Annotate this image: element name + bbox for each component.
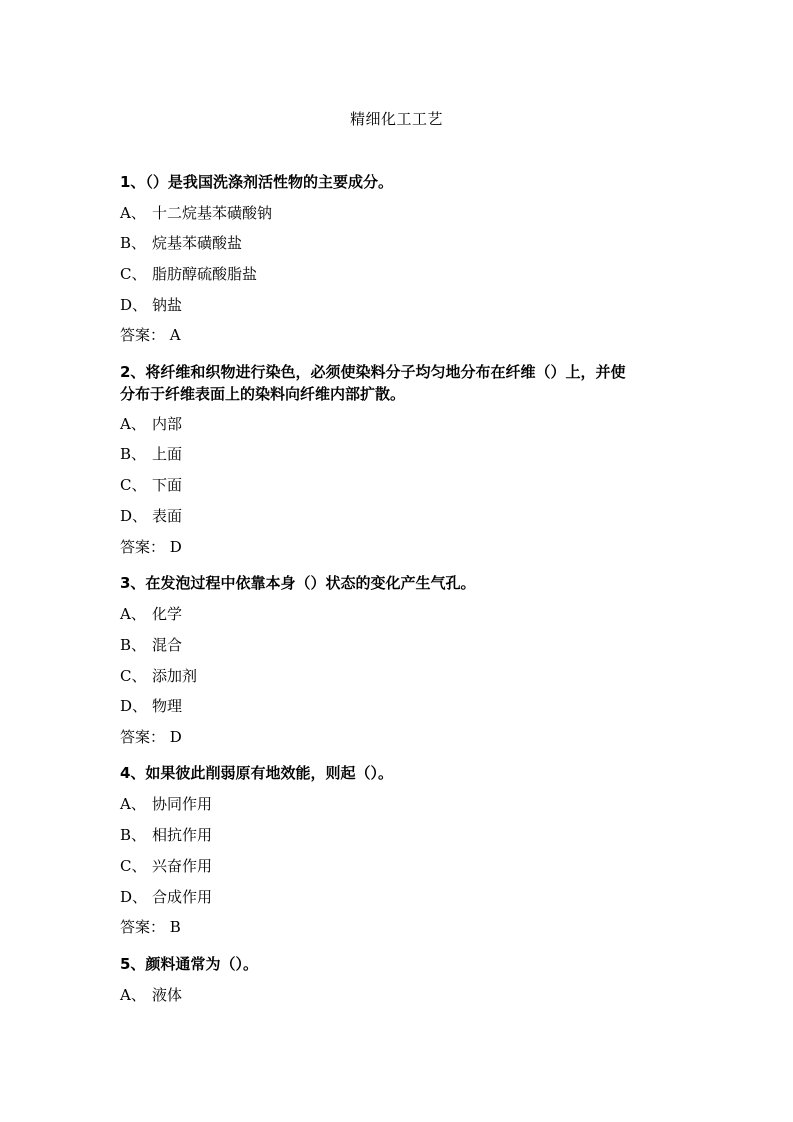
option-text: 钠盐 [152,296,183,314]
answer-line [120,917,680,937]
answer-value: B [169,918,181,936]
option-a [120,604,680,624]
question-5 [120,953,680,975]
option-d [120,887,680,907]
option-key: C、 [120,857,147,875]
option-key: B、 [120,636,147,654]
option-text: 化学 [152,605,183,623]
option-text: 合成作用 [152,888,213,906]
option-key: A、 [120,605,146,623]
option-c [120,666,680,686]
answer-label: 答案： [120,918,166,936]
option-key: D、 [120,697,148,715]
option-key: B、 [120,826,147,844]
option-a [120,203,680,223]
option-text: 表面 [152,507,183,525]
option-key: A、 [120,415,146,433]
option-key: C、 [120,476,147,494]
answer-line [120,537,680,557]
option-a [120,414,680,434]
answer-line [120,727,680,747]
option-key: D、 [120,296,148,314]
question-text-line2: 分布于纤维表面上的染料向纤维内部扩散。 [120,385,406,403]
option-text: 液体 [152,986,183,1004]
option-text: 上面 [152,445,183,463]
question-text-line1: 2、将纤维和织物进行染色，必须使染料分子均匀地分布在纤维（）上，并使 [120,363,626,381]
answer-line [120,325,680,345]
option-b [120,233,680,253]
option-b [120,635,680,655]
option-text: 十二烷基苯磺酸钠 [152,204,273,222]
option-d [120,295,680,315]
option-b [120,825,680,845]
option-key: D、 [120,888,148,906]
option-text: 下面 [152,476,183,494]
document-title: 精细化工工艺 [349,110,443,128]
option-text: 协同作用 [152,795,213,813]
option-key: C、 [120,265,147,283]
question-1 [120,171,680,193]
question-4 [120,762,680,784]
answer-value: D [169,728,182,746]
option-text: 内部 [152,415,183,433]
answer-value: D [169,538,182,556]
option-key: D、 [120,507,148,525]
option-text: 兴奋作用 [152,857,213,875]
option-b [120,444,680,464]
option-text: 烷基苯磺酸盐 [152,234,243,252]
option-a [120,794,680,814]
option-c [120,856,680,876]
option-key: B、 [120,445,147,463]
question-text: 1、（）是我国洗涤剂活性物的主要成分。 [120,173,393,191]
question-text: 4、如果彼此削弱原有地效能，则起（）。 [120,764,393,782]
option-text: 脂肪醇硫酸脂盐 [152,265,258,283]
option-d [120,696,680,716]
option-c [120,264,680,284]
option-key: C、 [120,667,147,685]
answer-label: 答案： [120,538,166,556]
question-text: 3、在发泡过程中依靠本身（）状态的变化产生气孔。 [120,574,476,592]
option-a [120,985,680,1005]
answer-label: 答案： [120,326,166,344]
option-c [120,475,680,495]
question-text: 5、颜料通常为（）。 [120,955,258,973]
answer-label: 答案： [120,728,166,746]
option-key: A、 [120,986,146,1004]
option-text: 添加剂 [152,667,198,685]
option-d [120,506,680,526]
option-text: 混合 [152,636,183,654]
option-key: B、 [120,234,147,252]
answer-value: A [169,326,181,344]
option-key: A、 [120,204,146,222]
question-3 [120,572,680,594]
question-2 [120,361,680,405]
option-text: 物理 [152,697,183,715]
option-key: A、 [120,795,146,813]
option-text: 相抗作用 [152,826,213,844]
